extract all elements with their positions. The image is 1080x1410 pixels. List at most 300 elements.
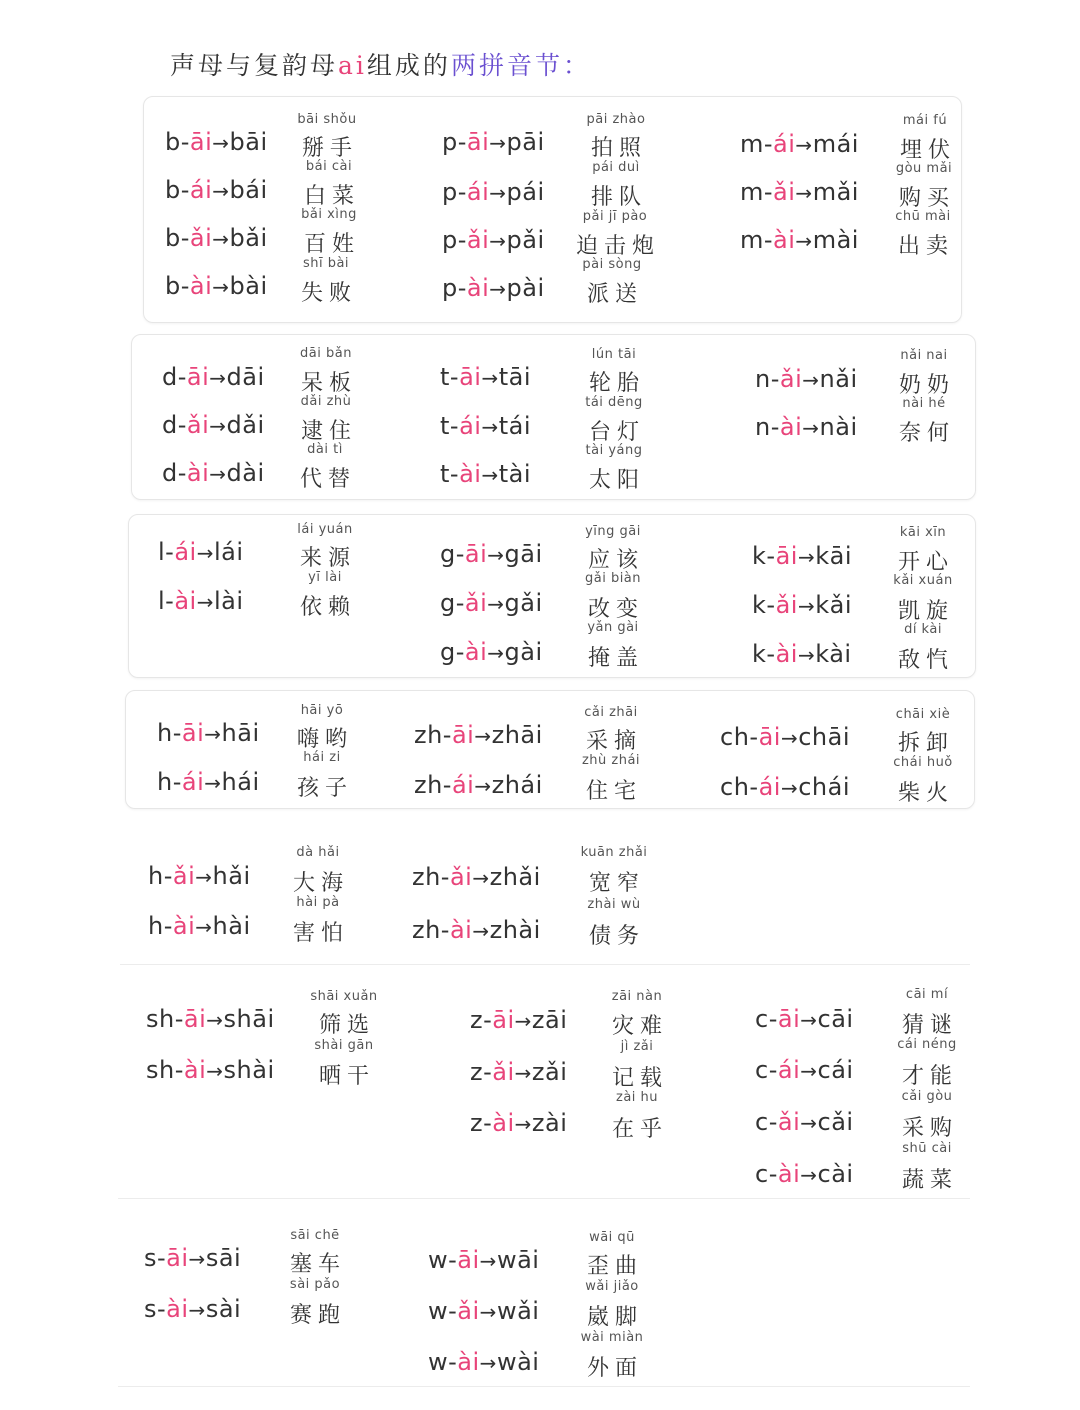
final-vowel: ài — [773, 226, 796, 254]
syllable-formula — [755, 1056, 854, 1084]
syllable-formula — [720, 723, 850, 751]
result-final: ǎi — [831, 1108, 854, 1136]
initial: zh- — [414, 721, 452, 749]
final-vowel: ài — [492, 1109, 515, 1137]
result-final: ài — [508, 460, 532, 488]
initial: g- — [440, 540, 465, 568]
word-pinyin: mái fú — [902, 113, 948, 128]
word-hanzi: 歪曲 — [586, 1254, 644, 1279]
syllable-formula — [428, 1246, 539, 1274]
arrow-icon: → — [479, 1300, 497, 1324]
syllable-formula — [752, 591, 852, 619]
result-initial: m — [812, 226, 837, 254]
word-pinyin: yī lài — [308, 570, 342, 585]
word-hanzi: 拆卸 — [897, 731, 955, 756]
word-pinyin: hāi yō — [300, 703, 344, 718]
word-pinyin: pài sòng — [582, 257, 642, 272]
word-hanzi: 派送 — [586, 282, 644, 307]
final-vowel: āi — [466, 128, 490, 156]
result-initial: h — [212, 912, 229, 940]
final-vowel: ǎi — [773, 178, 796, 206]
final-vowel: āi — [758, 723, 781, 751]
final-vowel: ài — [166, 1295, 189, 1323]
word-hanzi: 债务 — [588, 924, 646, 949]
word-hanzi: 排队 — [590, 185, 648, 210]
word-pinyin: yīng gāi — [585, 524, 641, 539]
initial: h- — [148, 862, 173, 890]
word-pinyin: zāi nàn — [611, 989, 663, 1004]
final-vowel: āi — [464, 540, 488, 568]
final-vowel: ái — [189, 176, 213, 204]
final-vowel: ài — [464, 638, 488, 666]
initial: sh- — [146, 1005, 184, 1033]
initial: b- — [165, 128, 190, 156]
initial: t- — [440, 412, 460, 440]
final-vowel: ái — [466, 178, 490, 206]
word-pinyin: sài pǎo — [289, 1277, 341, 1292]
syllable-formula — [440, 363, 531, 391]
arrow-icon: → — [800, 1111, 818, 1135]
arrow-icon: → — [188, 1247, 206, 1271]
arrow-icon: → — [800, 1163, 818, 1187]
result-final: ǎi — [517, 1297, 540, 1325]
result-initial: w — [496, 1297, 518, 1325]
word-hanzi: 掰手 — [301, 136, 359, 161]
word-hanzi: 灾难 — [611, 1014, 669, 1039]
word-hanzi: 柴火 — [897, 781, 955, 806]
word-hanzi: 崴脚 — [586, 1305, 644, 1330]
result-initial: p — [506, 178, 523, 206]
arrow-icon: → — [795, 181, 813, 205]
arrow-icon: → — [209, 462, 227, 486]
arrow-icon: → — [797, 594, 816, 618]
initial: t- — [440, 460, 460, 488]
arrow-icon: → — [487, 592, 505, 616]
result-final: ài — [835, 413, 858, 441]
arrow-icon: → — [479, 1351, 497, 1375]
result-final: ài — [228, 912, 251, 940]
result-final: āi — [218, 1244, 242, 1272]
result-final: āi — [831, 1005, 854, 1033]
arrow-icon: → — [802, 416, 820, 440]
initial: zh- — [414, 771, 452, 799]
result-final: ái — [831, 1056, 854, 1084]
final-vowel: ái — [174, 538, 197, 566]
word-hanzi: 来源 — [299, 546, 357, 571]
result-final: āi — [237, 719, 260, 747]
arrow-icon: → — [489, 229, 507, 253]
final-vowel: ái — [777, 1056, 801, 1084]
word-hanzi: 应该 — [587, 548, 645, 573]
arrow-icon: → — [514, 1061, 532, 1085]
result-final: ài — [831, 1160, 854, 1188]
word-pinyin: kuān zhǎi — [580, 845, 648, 860]
result-final: ǎi — [245, 224, 268, 252]
word-pinyin: dài tì — [307, 442, 343, 457]
arrow-icon: → — [514, 1112, 532, 1136]
word-hanzi: 奈何 — [898, 421, 956, 446]
result-initial: zh — [491, 771, 521, 799]
arrow-icon: → — [800, 1008, 818, 1032]
syllable-formula — [412, 916, 541, 944]
initial: w- — [428, 1246, 458, 1274]
final-vowel: ǎi — [189, 224, 213, 252]
final-vowel: ǎi — [775, 591, 798, 619]
final-vowel: ǎi — [449, 863, 473, 891]
result-initial: t — [498, 460, 509, 488]
initial: h- — [157, 768, 182, 796]
syllable-formula — [440, 589, 543, 617]
syllable-formula — [470, 1109, 567, 1137]
arrow-icon: → — [195, 915, 213, 939]
result-final: āi — [517, 1246, 540, 1274]
word-pinyin: gòu mǎi — [895, 161, 953, 176]
result-final: āi — [829, 542, 852, 570]
result-final: ài — [252, 1056, 275, 1084]
syllable-formula — [442, 178, 545, 206]
syllable-formula — [752, 640, 852, 668]
result-final: ái — [245, 176, 268, 204]
result-final: ài — [518, 916, 541, 944]
word-pinyin: wāi qū — [589, 1230, 635, 1245]
result-initial: k — [815, 591, 830, 619]
result-final: ái — [836, 130, 859, 158]
arrow-icon: → — [472, 919, 490, 943]
syllable-formula — [148, 862, 251, 890]
syllable-formula — [755, 1108, 854, 1136]
initial: c- — [755, 1160, 778, 1188]
result-final: ài — [218, 1295, 242, 1323]
result-initial: zh — [489, 863, 519, 891]
initial: z- — [470, 1006, 493, 1034]
result-final: ái — [520, 771, 543, 799]
arrow-icon: → — [481, 366, 499, 390]
final-vowel: ái — [181, 768, 205, 796]
word-hanzi: 采摘 — [585, 729, 643, 754]
arrow-icon: → — [212, 131, 230, 155]
arrow-icon: → — [206, 1008, 224, 1032]
initial: c- — [755, 1056, 778, 1084]
arrow-icon: → — [489, 277, 507, 301]
word-pinyin: nǎi nai — [900, 348, 948, 363]
syllable-formula — [157, 768, 260, 796]
result-initial: b — [229, 128, 246, 156]
final-vowel: ái — [451, 771, 475, 799]
syllable-formula — [442, 274, 545, 302]
result-initial: w — [496, 1246, 518, 1274]
arrow-icon: → — [206, 1059, 224, 1083]
word-pinyin: zài hu — [615, 1090, 659, 1105]
word-pinyin: cǎi gòu — [901, 1089, 953, 1104]
result-initial: c — [817, 1005, 832, 1033]
result-final: āi — [245, 128, 268, 156]
syllable-formula — [148, 912, 251, 940]
result-final: ài — [245, 272, 268, 300]
result-initial: l — [213, 538, 222, 566]
word-pinyin: pāi zhào — [586, 112, 646, 127]
word-pinyin: dí kài — [904, 622, 942, 637]
final-vowel: ǎi — [186, 411, 210, 439]
arrow-icon: → — [489, 131, 507, 155]
initial: t- — [440, 363, 460, 391]
arrow-icon: → — [212, 227, 230, 251]
word-pinyin: shū cài — [902, 1141, 952, 1156]
initial: zh- — [412, 916, 450, 944]
result-initial: h — [212, 862, 229, 890]
word-pinyin: pái duì — [592, 160, 640, 175]
syllable-formula — [440, 460, 531, 488]
arrow-icon: → — [209, 414, 227, 438]
final-vowel: āi — [492, 1006, 515, 1034]
initial: s- — [144, 1244, 167, 1272]
word-hanzi: 住宅 — [585, 779, 643, 804]
syllable-formula — [740, 226, 859, 254]
result-initial: c — [817, 1108, 832, 1136]
syllable-formula — [146, 1005, 275, 1033]
word-hanzi: 台灯 — [588, 420, 646, 445]
result-final: ài — [517, 1348, 540, 1376]
word-hanzi: 百姓 — [303, 232, 361, 257]
result-initial: h — [221, 768, 238, 796]
word-hanzi: 才能 — [901, 1064, 959, 1089]
result-initial: m — [812, 178, 837, 206]
result-initial: d — [226, 459, 243, 487]
syllable-formula — [720, 773, 850, 801]
word-hanzi: 埋伏 — [899, 138, 957, 163]
syllable-formula — [165, 272, 268, 300]
syllable-formula — [755, 365, 858, 393]
initial: w- — [428, 1348, 458, 1376]
final-vowel: ái — [773, 130, 796, 158]
result-final: āi — [520, 721, 543, 749]
initial: sh- — [146, 1056, 184, 1084]
result-initial: w — [496, 1348, 518, 1376]
syllable-formula — [752, 542, 852, 570]
result-final: ǎi — [545, 1058, 568, 1086]
final-vowel: ǎi — [457, 1297, 480, 1325]
syllable-formula — [162, 459, 265, 487]
result-final: ái — [827, 773, 850, 801]
initial: l- — [158, 587, 175, 615]
final-vowel: āi — [189, 128, 213, 156]
result-final: ái — [221, 538, 244, 566]
initial: g- — [440, 638, 465, 666]
syllable-formula — [428, 1297, 539, 1325]
arrow-icon: → — [195, 865, 213, 889]
word-hanzi: 改变 — [587, 597, 645, 622]
final-vowel: ài — [775, 640, 798, 668]
result-final: ǎi — [518, 863, 541, 891]
final-vowel: ǎi — [492, 1058, 515, 1086]
result-initial: s — [205, 1244, 219, 1272]
initial: p- — [442, 226, 467, 254]
syllable-formula — [158, 587, 244, 615]
word-pinyin: kāi xīn — [899, 525, 947, 540]
initial: ch- — [720, 773, 759, 801]
section-h-zh-2 — [120, 834, 970, 965]
final-vowel: ài — [189, 272, 213, 300]
arrow-icon: → — [780, 776, 799, 800]
result-initial: z — [531, 1006, 546, 1034]
word-pinyin: shāi xuǎn — [310, 989, 378, 1004]
arrow-icon: → — [472, 866, 490, 890]
result-initial: k — [815, 640, 830, 668]
result-initial: m — [812, 130, 837, 158]
initial: p- — [442, 178, 467, 206]
initial: g- — [440, 589, 465, 617]
final-vowel: āi — [181, 719, 205, 747]
result-initial: n — [819, 413, 836, 441]
result-initial: ch — [798, 723, 828, 751]
arrow-icon: → — [474, 724, 492, 748]
result-final: ài — [836, 226, 859, 254]
result-initial: g — [504, 589, 521, 617]
word-hanzi: 敌忾 — [897, 648, 955, 673]
initial: p- — [442, 128, 467, 156]
result-final: ǎi — [520, 589, 543, 617]
initial: z- — [470, 1109, 493, 1137]
word-hanzi: 拍照 — [590, 136, 648, 161]
word-hanzi: 出卖 — [897, 234, 955, 259]
arrow-icon: → — [481, 463, 499, 487]
word-pinyin: cāi mí — [905, 987, 949, 1002]
word-hanzi: 宽窄 — [588, 871, 646, 896]
arrow-icon: → — [487, 543, 505, 567]
word-hanzi: 害怕 — [292, 921, 350, 946]
result-final: ài — [522, 274, 545, 302]
final-vowel: ài — [186, 459, 210, 487]
initial: k- — [752, 640, 776, 668]
word-hanzi: 凯旋 — [897, 599, 955, 624]
word-pinyin: bǎi xìng — [301, 207, 357, 222]
arrow-icon: → — [196, 590, 214, 614]
initial: d- — [162, 411, 187, 439]
result-initial: k — [815, 542, 830, 570]
result-final: āi — [508, 363, 532, 391]
result-final: āi — [252, 1005, 275, 1033]
result-final: ǎi — [835, 365, 858, 393]
word-hanzi: 掩盖 — [587, 646, 645, 671]
word-pinyin: tái dēng — [585, 395, 643, 410]
result-final: āi — [522, 128, 545, 156]
word-hanzi: 记载 — [611, 1066, 669, 1091]
initial: b- — [165, 224, 190, 252]
word-hanzi: 在乎 — [611, 1117, 669, 1142]
page-title: 声母与复韵母ai组成的两拼音节： — [170, 51, 591, 80]
syllable-formula — [470, 1006, 567, 1034]
result-initial: zh — [489, 916, 519, 944]
syllable-formula — [414, 771, 543, 799]
arrow-icon: → — [204, 722, 222, 746]
final-vowel: ài — [466, 274, 490, 302]
result-final: ǎi — [242, 411, 265, 439]
result-final: ài — [520, 638, 543, 666]
final-vowel: ǎi — [777, 1108, 801, 1136]
initial: k- — [752, 591, 776, 619]
syllable-formula — [165, 224, 268, 252]
result-final: ài — [829, 640, 852, 668]
arrow-icon: → — [797, 643, 816, 667]
arrow-icon: → — [479, 1249, 497, 1273]
word-hanzi: 轮胎 — [588, 371, 646, 396]
result-initial: t — [498, 363, 509, 391]
result-initial: p — [506, 226, 523, 254]
syllable-formula — [440, 540, 543, 568]
result-initial: g — [504, 540, 521, 568]
arrow-icon: → — [780, 726, 799, 750]
initial: ch- — [720, 723, 759, 751]
initial: m- — [740, 226, 774, 254]
result-final: ǎi — [836, 178, 859, 206]
arrow-icon: → — [800, 1059, 818, 1083]
syllable-formula — [165, 128, 268, 156]
final-vowel: āi — [775, 542, 798, 570]
word-hanzi: 蔬菜 — [901, 1168, 959, 1193]
word-hanzi: 呆板 — [300, 371, 358, 396]
initial: h- — [157, 719, 182, 747]
word-pinyin: tài yáng — [585, 443, 643, 458]
arrow-icon: → — [204, 771, 222, 795]
result-initial: t — [498, 412, 509, 440]
result-final: ài — [545, 1109, 568, 1137]
initial: zh- — [412, 863, 450, 891]
word-pinyin: chāi xiè — [895, 707, 951, 722]
final-vowel: āi — [777, 1005, 801, 1033]
word-pinyin: hái zi — [303, 750, 341, 765]
initial: k- — [752, 542, 776, 570]
syllable-formula — [414, 721, 543, 749]
arrow-icon: → — [795, 229, 813, 253]
initial: z- — [470, 1058, 493, 1086]
word-hanzi: 白菜 — [303, 184, 361, 209]
final-vowel: ǎi — [466, 226, 490, 254]
word-hanzi: 赛跑 — [289, 1303, 347, 1328]
word-pinyin: kǎi xuán — [893, 573, 953, 588]
word-hanzi: 晒干 — [318, 1064, 376, 1089]
result-initial: b — [229, 272, 246, 300]
word-pinyin: gǎi biàn — [584, 571, 642, 586]
initial: s- — [144, 1295, 167, 1323]
final-vowel: ài — [172, 912, 196, 940]
word-pinyin: chū mài — [895, 209, 951, 224]
final-vowel: ài — [459, 460, 482, 488]
final-vowel: āi — [451, 721, 475, 749]
final-vowel: ài — [174, 587, 197, 615]
syllable-formula — [144, 1295, 241, 1323]
syllable-formula — [470, 1058, 567, 1086]
final-vowel: ǎi — [172, 862, 196, 890]
word-hanzi: 失败 — [300, 281, 358, 306]
initial: n- — [755, 413, 780, 441]
word-hanzi: 迫击炮 — [575, 234, 661, 259]
word-hanzi: 外面 — [586, 1356, 644, 1381]
word-pinyin: bái cài — [305, 159, 353, 174]
syllable-formula — [412, 863, 541, 891]
arrow-icon: → — [188, 1298, 206, 1322]
initial: m- — [740, 130, 774, 158]
final-vowel: ài — [777, 1160, 801, 1188]
syllable-formula — [146, 1056, 275, 1084]
word-hanzi: 依赖 — [299, 595, 357, 620]
result-initial: l — [213, 587, 222, 615]
word-hanzi: 奶奶 — [898, 373, 956, 398]
result-initial: d — [226, 363, 243, 391]
word-hanzi: 逮住 — [300, 419, 358, 444]
final-vowel: āi — [459, 363, 482, 391]
result-initial: d — [226, 411, 243, 439]
final-vowel: ài — [779, 413, 803, 441]
arrow-icon: → — [474, 774, 492, 798]
